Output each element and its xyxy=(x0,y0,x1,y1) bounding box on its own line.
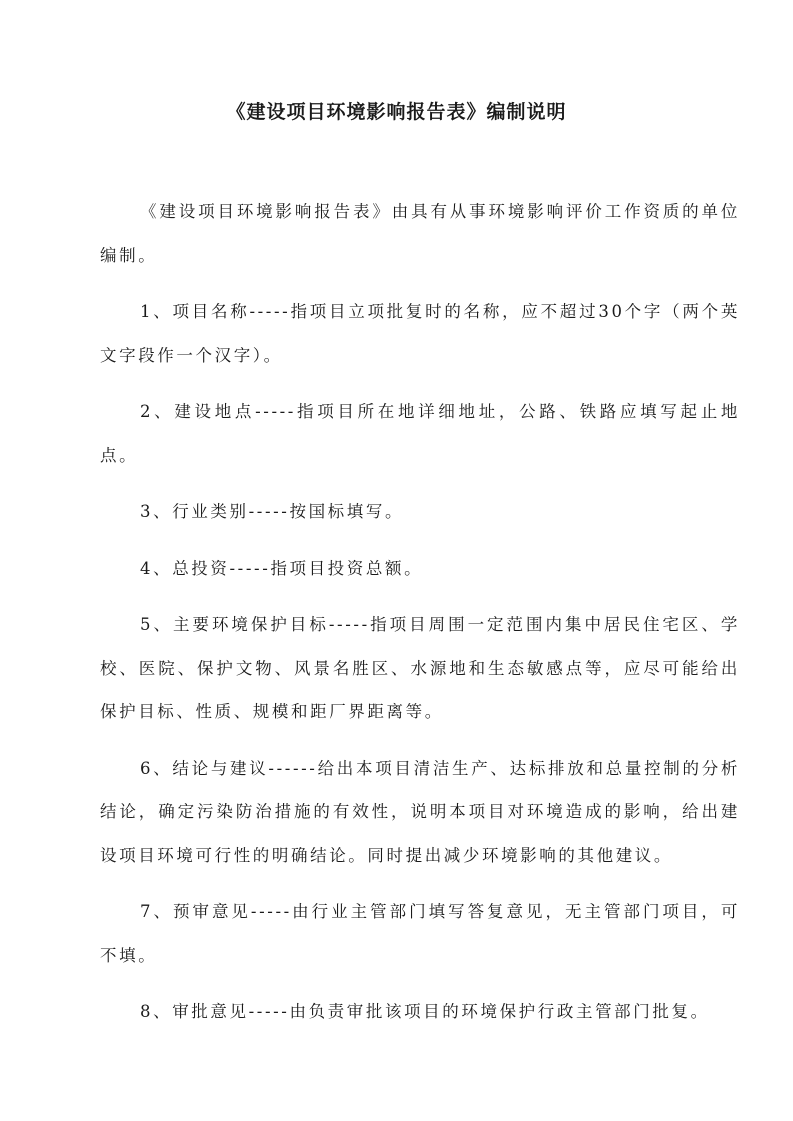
item-industry-category: 3、行业类别-----按国标填写。 xyxy=(140,502,405,521)
item-project-name: 1、项目名称-----指项目立项批复时的名称，应不超过30个字（两个英文字段作一个汉字）。 xyxy=(100,302,740,365)
item-approval-opinion: 8、审批意见-----由负责审批该项目的环境保护行政主管部门批复。 xyxy=(140,1002,710,1021)
item-construction-site: 2、建设地点-----指项目所在地详细地址，公路、铁路应填写起止地点。 xyxy=(100,402,740,465)
item-protection-targets: 5、主要环境保护目标-----指项目周围一定范围内集中居民住宅区、学校、医院、保护文物、风景名胜区、水源地和生态敏感点等，应尽可能给出保护目标、性质、规模和距厂界距离等。 xyxy=(100,615,740,721)
item-conclusions: 6、结论与建议------给出本项目清洁生产、达标排放和总量控制的分析结论，确定污染防治措施的有效性，说明本项目对环境造成的影响，给出建设项目环境可行性的明确结论。同时提出减少环境影响的其他建议。 xyxy=(100,758,740,865)
intro-paragraph: 《建设项目环境影响报告表》由具有从事环境影响评价工作资质的单位编制。 xyxy=(100,202,740,265)
document-body xyxy=(100,190,740,1034)
document-title: 《建设项目环境影响报告表》编制说明 xyxy=(226,101,567,123)
item-preliminary-review: 7、预审意见-----由行业主管部门填写答复意见，无主管部门项目，可不填。 xyxy=(100,902,740,965)
item-total-investment: 4、总投资-----指项目投资总额。 xyxy=(140,558,424,578)
